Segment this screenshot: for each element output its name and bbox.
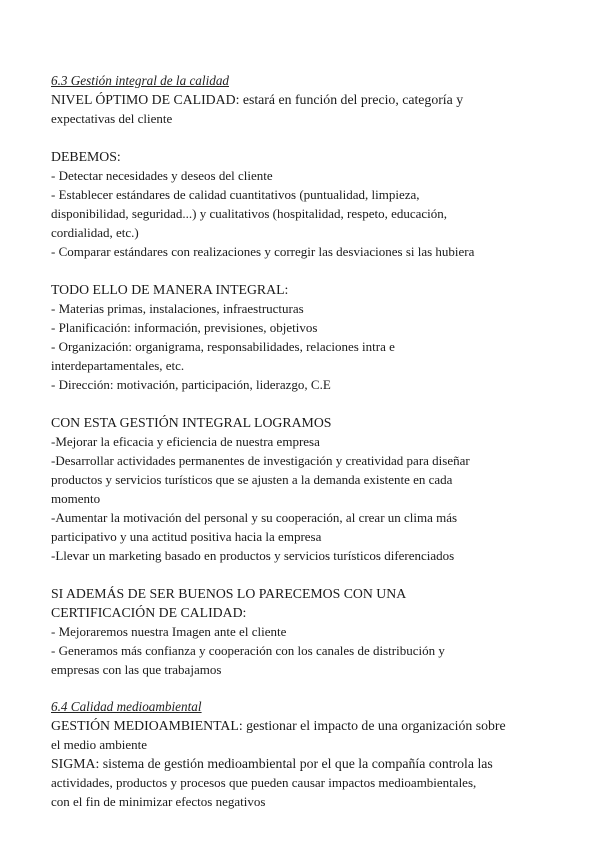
integral-line-5: - Dirección: motivación, participación, liderazgo, C.E xyxy=(51,377,331,392)
certificacion-title-line-2: CERTIFICACIÓN DE CALIDAD: xyxy=(51,605,247,620)
spacer xyxy=(51,128,551,147)
spacer xyxy=(51,565,551,584)
debemos-line-2: - Establecer estándares de calidad cuantitativos (puntualidad, limpieza, xyxy=(51,187,420,202)
certificacion-title-line-1: SI ADEMÁS DE SER BUENOS LO PARECEMOS CON UNA xyxy=(51,586,407,601)
certificacion-line-2: - Generamos más confianza y cooperación con los canales de distribución y xyxy=(51,643,445,658)
nivel-optimo-line-1: NIVEL ÓPTIMO DE CALIDAD: estará en función del precio, categoría y xyxy=(51,92,464,107)
integral-line-1: - Materias primas, instalaciones, infraestructuras xyxy=(51,301,304,316)
logramos-title: CON ESTA GESTIÓN INTEGRAL LOGRAMOS xyxy=(51,415,332,430)
certificacion-line-3: empresas con las que trabajamos xyxy=(51,662,222,677)
debemos-line-4: cordialidad, etc.) xyxy=(51,225,139,240)
medioambiental-line-3: SIGMA: sistema de gestión medioambiental por el que la compañía controla las xyxy=(51,756,493,771)
logramos-line-6: participativo y una actitud positiva hacia la empresa xyxy=(51,529,322,544)
spacer xyxy=(51,394,551,413)
spacer xyxy=(51,679,551,698)
medioambiental-line-5: con el fin de minimizar efectos negativos xyxy=(51,794,266,809)
debemos-line-5: - Comparar estándares con realizaciones y corregir las desviaciones si las hubiera xyxy=(51,244,475,259)
spacer xyxy=(51,261,551,280)
logramos-line-1: -Mejorar la eficacia y eficiencia de nuestra empresa xyxy=(51,434,320,449)
logramos-line-3: productos y servicios turísticos que se ajusten a la demanda existente en cada xyxy=(51,472,453,487)
section-heading-6-3: 6.3 Gestión integral de la calidad xyxy=(51,73,230,88)
logramos-line-4: momento xyxy=(51,491,101,506)
medioambiental-line-2: el medio ambiente xyxy=(51,737,148,752)
integral-line-4: interdepartamentales, etc. xyxy=(51,358,185,373)
debemos-line-1: - Detectar necesidades y deseos del cliente xyxy=(51,168,273,183)
medioambiental-line-1: GESTIÓN MEDIOAMBIENTAL: gestionar el impacto de una organización sobre xyxy=(51,718,506,733)
integral-title: TODO ELLO DE MANERA INTEGRAL: xyxy=(51,282,289,297)
integral-line-3: - Organización: organigrama, responsabilidades, relaciones intra e xyxy=(51,339,395,354)
document-page xyxy=(51,72,551,811)
debemos-line-3: disponibilidad, seguridad...) y cualitativos (hospitalidad, respeto, educación, xyxy=(51,206,448,221)
nivel-optimo-line-2: expectativas del cliente xyxy=(51,111,173,126)
section-heading-6-4: 6.4 Calidad medioambiental xyxy=(51,699,202,714)
logramos-line-5: -Aumentar la motivación del personal y su cooperación, al crear un clima más xyxy=(51,510,458,525)
logramos-line-7: -Llevar un marketing basado en productos y servicios turísticos diferenciados xyxy=(51,548,455,563)
debemos-title: DEBEMOS: xyxy=(51,149,121,164)
integral-line-2: - Planificación: información, previsiones, objetivos xyxy=(51,320,318,335)
medioambiental-line-4: actividades, productos y procesos que pueden causar impactos medioambientales, xyxy=(51,775,477,790)
certificacion-line-1: - Mejoraremos nuestra Imagen ante el cliente xyxy=(51,624,287,639)
logramos-line-2: -Desarrollar actividades permanentes de investigación y creatividad para diseñar xyxy=(51,453,470,468)
